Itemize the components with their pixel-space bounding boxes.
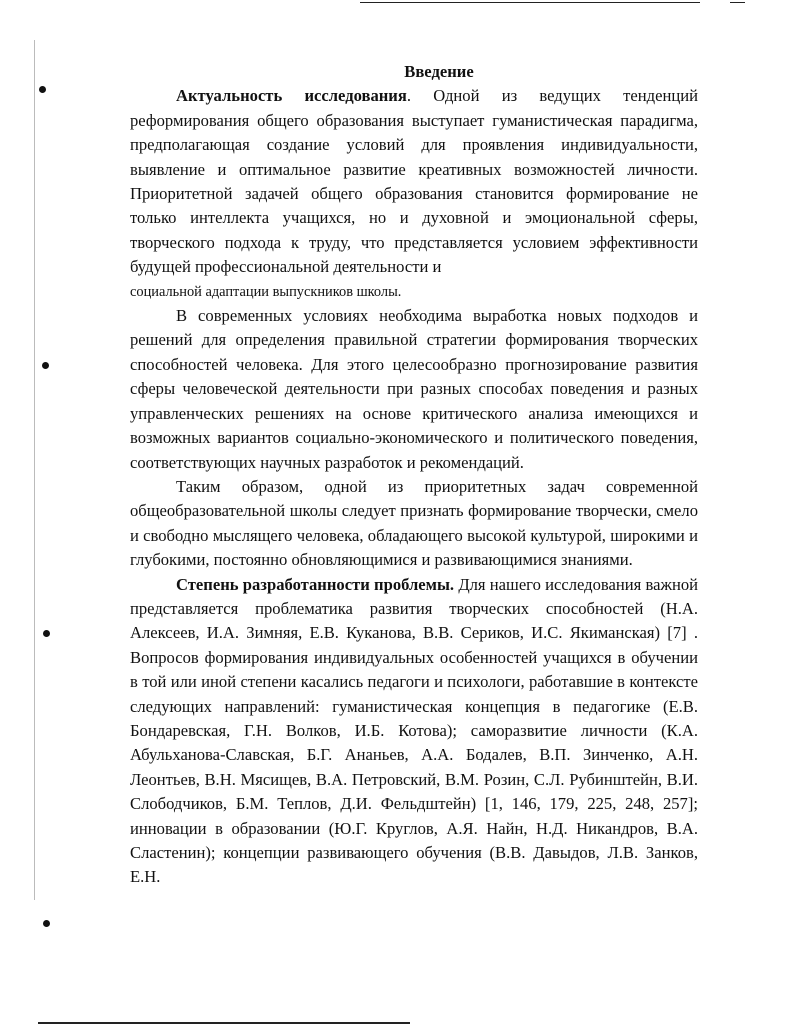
document-body [130, 60, 698, 890]
scan-left-margin-line [34, 40, 35, 900]
punch-hole-mark [43, 630, 50, 637]
punch-hole-mark [43, 920, 50, 927]
paragraph-problem-development [130, 573, 698, 890]
paragraph-text: . Одной из ведущих тенденций реформирования общего образования выступает гуманистическая парадигма, предполагающая создание условий для проявления индивидуальности, выявление и оптимальное развитие креативных возможностей личности. Приоритетной задачей общего образования становится формирование не только интеллекта учащихся, но и духовной и эмоциональной сферы, творческого подхода к труду, что представляется условием эффективности будущей профессиональной деятельности и [130, 86, 698, 277]
scan-top-line [360, 2, 700, 3]
paragraph-heading: Актуальность исследования [176, 86, 407, 106]
scan-bottom-line [38, 1022, 410, 1024]
paragraph-tail [130, 280, 698, 304]
paragraph-heading: Степень разработанности проблемы. [176, 574, 455, 594]
punch-hole-mark [39, 86, 46, 93]
punch-hole-mark [42, 362, 49, 369]
paragraph-relevance [130, 84, 698, 279]
scan-top-line-right [730, 2, 745, 3]
paragraph-text: Таким образом, одной из приоритетных задач современной общеобразовательной школы следует признать формирование творчески, смело и свободно мыслящего человека, обладающего высокой культурой, широкими и глубокими, постоянно обновляющимися и развивающимися знаниями. [130, 476, 698, 570]
paragraph-conclusion [130, 475, 698, 573]
paragraph-text: В современных условиях необходима выработка новых подходов и решений для определения правильной стратегии формирования творческих способностей человека. Для этого целесообразно прогнозирование развития сферы человеческой деятельности при разных способах поведения и разных управленческих решениях на основе критического анализа имеющихся и возможных вариантов социально-экономического и политического поведения, соответствующих научных разработок и рекомендаций. [130, 306, 698, 472]
paragraph-text: социальной адаптации выпускников школы. [130, 283, 402, 300]
paragraph-modern-conditions [130, 304, 698, 475]
paragraph-text: Для нашего исследования важной представляется проблематика развития творческих способностей (Н.А. Алексеев, И.А. Зимняя, Е.В. Куканова, В.В. Сериков, И.С. Якиманская) [7] . Вопросов формирования индивидуальных особенностей учащихся в обучении в той или иной степени касались педагоги и психологи, работавшие в контексте следующих направлений: гуманистическая концепция в педагогике (Е.В. Бондаревская, Г.Н. Волков, И.Б. Котова); саморазвитие личности (К.А. Абульханова-Славская, Б.Г. Ананьев, А.А. Бодалев, В.П. Зинченко, А.Н. Леонтьев, В.Н. Мясищев, В.А. Петровский, В.М. Розин, С.Л. Рубинштейн, В.И. Слободчиков, Б.М. Теплов, Д.И. Фельдштейн) [1, 146, 179, 225, 248, 257]; инновации в образовании (Ю.Г. Круглов, А.Я. Найн, Н.Д. Никандров, В.А. Сластенин); концепции развивающего обучения (В.В. Давыдов, Л.В. Занков, Е.Н. [130, 574, 698, 887]
page-title: Введение [404, 62, 474, 81]
